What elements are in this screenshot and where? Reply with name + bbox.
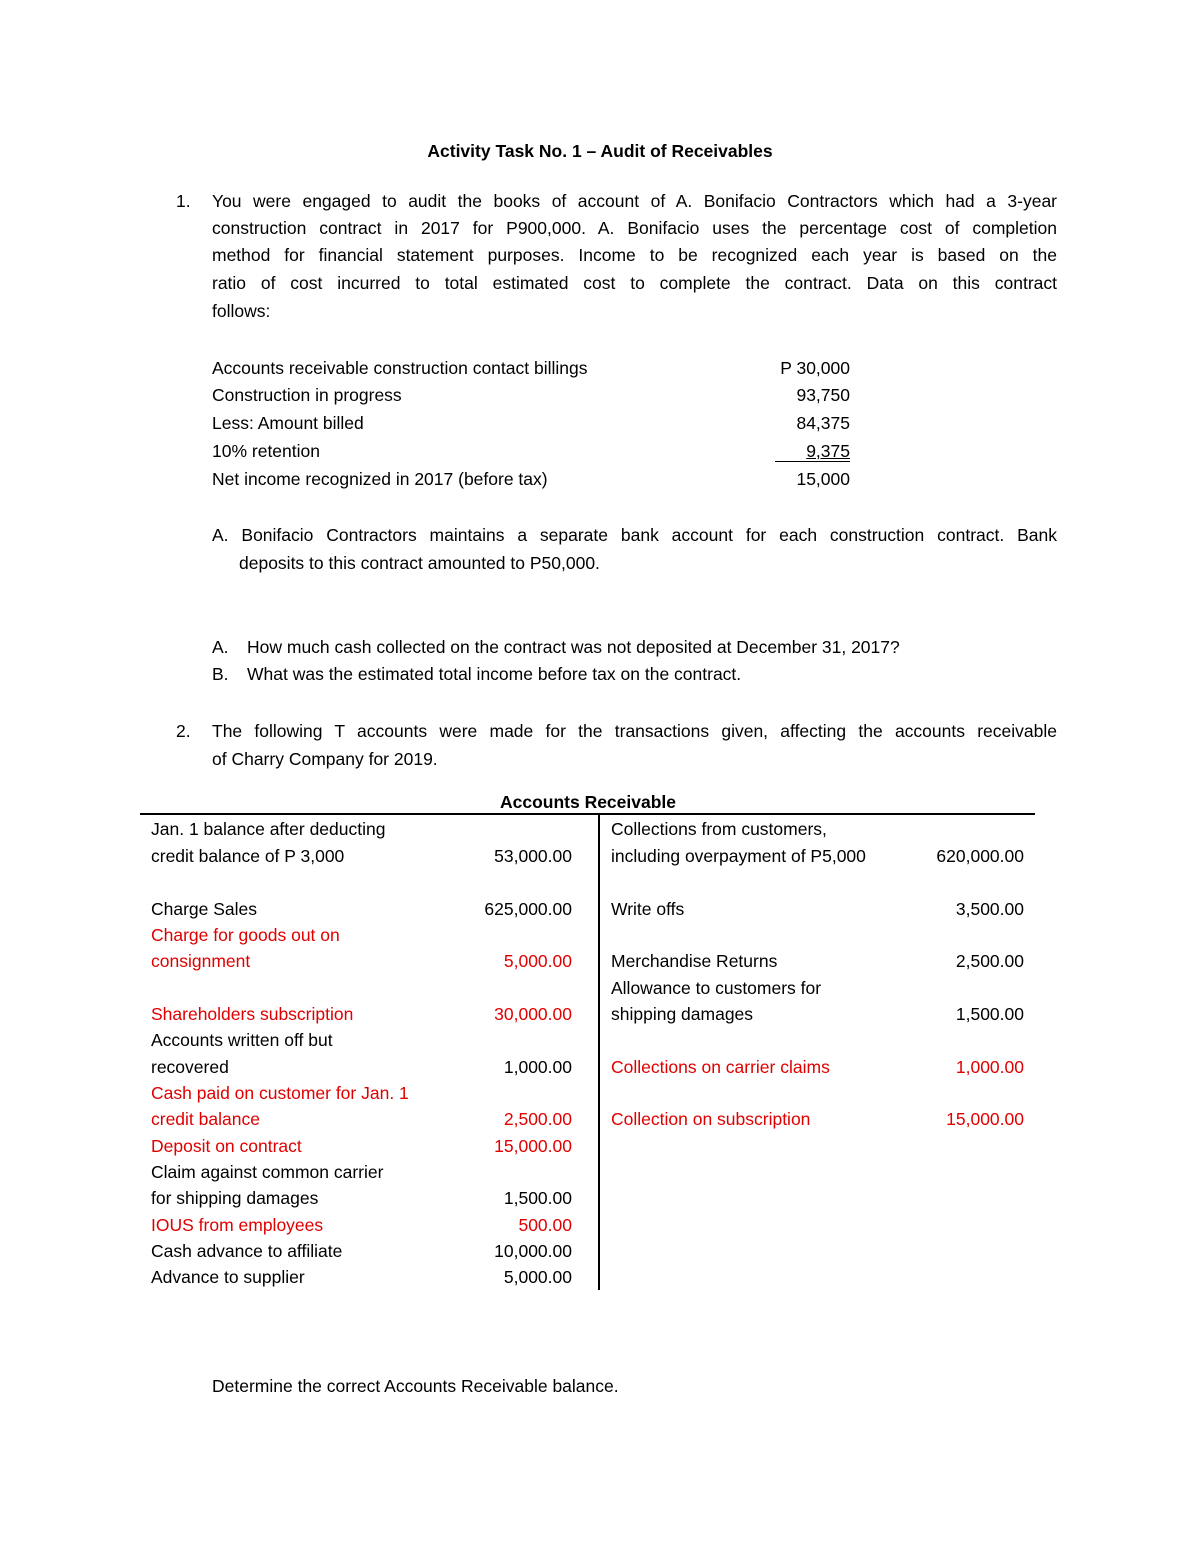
debit-entry-amount: 500.00	[518, 1215, 572, 1235]
question-2-line: of Charry Company for 2019.	[212, 749, 438, 769]
data-value: 15,000	[796, 469, 850, 489]
question-1-line: ratio of cost incurred to total estimated cost to complete the contract. Data on this contract	[212, 273, 1057, 293]
note-line: A. Bonifacio Contractors maintains a separate bank account for each construction contract. Bank	[212, 525, 1057, 545]
data-label: Construction in progress	[212, 385, 402, 405]
question-1-line: You were engaged to audit the books of account of A. Bonifacio Contractors which had a 3-year	[212, 191, 1057, 211]
debit-entry-amount: 2,500.00	[503, 1109, 572, 1129]
debit-entry-amount: 5,000.00	[503, 1267, 572, 1287]
subquestion-text: What was the estimated total income before tax on the contract.	[247, 664, 742, 684]
debit-entry-amount: 625,000.00	[484, 899, 572, 919]
debit-entry-label: Deposit on contract	[151, 1136, 302, 1156]
subtotal-underline	[775, 461, 850, 462]
credit-entry-label: Write offs	[611, 899, 685, 919]
question-1-line: follows:	[212, 301, 271, 321]
debit-entry-amount: 53,000.00	[494, 846, 572, 866]
credit-entry-amount: 15,000.00	[946, 1109, 1024, 1129]
data-label: Accounts receivable construction contact billings	[212, 358, 588, 378]
debit-entry-amount: 10,000.00	[494, 1241, 572, 1261]
data-value: 93,750	[796, 385, 850, 405]
credit-entry-amount: 3,500.00	[955, 899, 1024, 919]
data-value: P 30,000	[780, 358, 850, 378]
credit-entry-amount: 1,500.00	[955, 1004, 1024, 1024]
debit-entry-amount: 1,500.00	[503, 1188, 572, 1208]
debit-entry-label: consignment	[151, 951, 251, 971]
credit-entry-label: Merchandise Returns	[611, 951, 778, 971]
question-1-number: 1.	[176, 191, 191, 211]
credit-entry-amount: 620,000.00	[936, 846, 1024, 866]
debit-entry-label: Charge Sales	[151, 899, 258, 919]
data-value: 84,375	[796, 413, 850, 433]
subquestion-letter: A.	[212, 637, 229, 657]
debit-entry-label: Charge for goods out on	[151, 925, 340, 945]
debit-entry-label: credit balance	[151, 1109, 260, 1129]
subquestion-letter: B.	[212, 664, 229, 684]
credit-entry-label: Collections from customers,	[611, 819, 827, 839]
credit-entry-label: Allowance to customers for	[611, 978, 822, 998]
subquestion-text: How much cash collected on the contract was not deposited at December 31, 2017?	[247, 637, 900, 657]
taccount-vertical-rule	[598, 815, 600, 1290]
question-1-line: method for financial statement purposes. Income to be recognized each year is based on the	[212, 245, 1057, 265]
data-label: Less: Amount billed	[212, 413, 364, 433]
page-title: Activity Task No. 1 – Audit of Receivables	[427, 141, 773, 161]
debit-entry-label: credit balance of P 3,000	[151, 846, 345, 866]
data-label: Net income recognized in 2017 (before tax)	[212, 469, 548, 489]
question-1-line: construction contract in 2017 for P900,000. A. Bonifacio uses the percentage cost of completion	[212, 218, 1057, 238]
debit-entry-amount: 30,000.00	[494, 1004, 572, 1024]
question-2-number: 2.	[176, 721, 191, 741]
data-label: 10% retention	[212, 441, 320, 461]
debit-entry-label: IOUS from employees	[151, 1215, 324, 1235]
debit-entry-amount: 15,000.00	[494, 1136, 572, 1156]
debit-entry-amount: 1,000.00	[503, 1057, 572, 1077]
credit-entry-label: shipping damages	[611, 1004, 754, 1024]
credit-entry-label: Collections on carrier claims	[611, 1057, 830, 1077]
credit-entry-label: including overpayment of P5,000	[611, 846, 866, 866]
debit-entry-amount: 5,000.00	[503, 951, 572, 971]
taccount-top-rule	[140, 813, 1035, 815]
final-instruction: Determine the correct Accounts Receivable balance.	[212, 1376, 619, 1396]
note-line: deposits to this contract amounted to P50,000.	[239, 553, 600, 573]
question-2-line: The following T accounts were made for the transactions given, affecting the accounts receivable	[212, 721, 1057, 741]
debit-entry-label: Advance to supplier	[151, 1267, 305, 1287]
taccount-title: Accounts Receivable	[499, 792, 677, 812]
debit-entry-label: for shipping damages	[151, 1188, 319, 1208]
debit-entry-label: Claim against common carrier	[151, 1162, 384, 1182]
debit-entry-label: Accounts written off but	[151, 1030, 333, 1050]
debit-entry-label: Cash advance to affiliate	[151, 1241, 343, 1261]
debit-entry-label: Cash paid on customer for Jan. 1	[151, 1083, 409, 1103]
credit-entry-amount: 2,500.00	[955, 951, 1024, 971]
credit-entry-label: Collection on subscription	[611, 1109, 811, 1129]
credit-entry-amount: 1,000.00	[955, 1057, 1024, 1077]
debit-entry-label: Jan. 1 balance after deducting	[151, 819, 386, 839]
debit-entry-label: recovered	[151, 1057, 229, 1077]
retention-value: 9,375	[806, 441, 850, 461]
debit-entry-label: Shareholders subscription	[151, 1004, 354, 1024]
